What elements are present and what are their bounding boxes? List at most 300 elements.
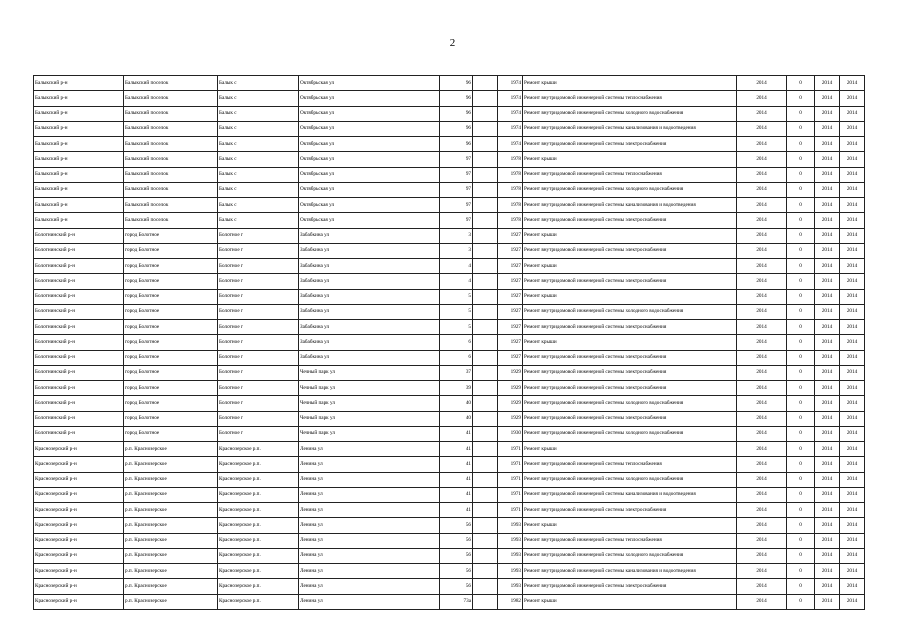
- amount-cell: 0: [787, 350, 815, 365]
- work-type-cell: Ремонт крыши: [523, 594, 737, 609]
- table-row: [34, 594, 865, 609]
- amount-cell: 0: [787, 335, 815, 350]
- district-cell: Балыкский р-н: [34, 213, 124, 228]
- year-built-cell: 1929: [498, 411, 523, 426]
- district-cell: Балыкский р-н: [34, 182, 124, 197]
- building-cell: [473, 381, 498, 396]
- house-number-cell: 96: [440, 137, 473, 152]
- work-type-cell: Ремонт внутридомовой инженерной системы теплоснабжения: [523, 167, 737, 182]
- building-cell: [473, 411, 498, 426]
- year-built-cell: 1993: [498, 579, 523, 594]
- municipality-cell: Балыкский поселок: [124, 182, 218, 197]
- house-number-cell: 96: [440, 121, 473, 136]
- house-number-cell: 56: [440, 579, 473, 594]
- locality-cell: Краснозерское р.п.: [218, 472, 299, 487]
- start-year-cell: 2014: [815, 106, 840, 121]
- table-row: [34, 396, 865, 411]
- table-row: [34, 228, 865, 243]
- year-built-cell: 1993: [498, 518, 523, 533]
- municipality-cell: город Болотное: [124, 396, 218, 411]
- end-year-cell: 2014: [840, 457, 865, 472]
- end-year-cell: 2014: [840, 350, 865, 365]
- start-year-cell: 2014: [815, 442, 840, 457]
- locality-cell: Болотное г: [218, 274, 299, 289]
- district-cell: Болотнинский р-н: [34, 365, 124, 380]
- amount-cell: 0: [787, 137, 815, 152]
- house-number-cell: 41: [440, 503, 473, 518]
- table-row: [34, 487, 865, 502]
- municipality-cell: Балыкский поселок: [124, 213, 218, 228]
- municipality-cell: Балыкский поселок: [124, 121, 218, 136]
- district-cell: Балыкский р-н: [34, 76, 124, 91]
- house-number-cell: 56: [440, 548, 473, 563]
- year-built-cell: 1927: [498, 289, 523, 304]
- street-cell: Забабкина ул: [299, 243, 440, 258]
- start-year-cell: 2014: [815, 548, 840, 563]
- district-cell: Краснозерский р-н: [34, 472, 124, 487]
- locality-cell: Болотное г: [218, 243, 299, 258]
- year-built-cell: 1927: [498, 304, 523, 319]
- table-row: [34, 289, 865, 304]
- building-cell: [473, 426, 498, 441]
- locality-cell: Балык с: [218, 182, 299, 197]
- building-cell: [473, 198, 498, 213]
- plan-year-cell: 2014: [737, 487, 787, 502]
- start-year-cell: 2014: [815, 152, 840, 167]
- building-cell: [473, 243, 498, 258]
- start-year-cell: 2014: [815, 228, 840, 243]
- plan-year-cell: 2014: [737, 198, 787, 213]
- building-cell: [473, 564, 498, 579]
- table-row: [34, 335, 865, 350]
- work-type-cell: Ремонт внутридомовой инженерной системы электроснабжения: [523, 320, 737, 335]
- end-year-cell: 2014: [840, 320, 865, 335]
- plan-year-cell: 2014: [737, 243, 787, 258]
- municipality-cell: р.п. Краснозерское: [124, 564, 218, 579]
- municipality-cell: город Болотное: [124, 426, 218, 441]
- locality-cell: Краснозерское р.п.: [218, 579, 299, 594]
- start-year-cell: 2014: [815, 91, 840, 106]
- locality-cell: Балык с: [218, 106, 299, 121]
- district-cell: Балыкский р-н: [34, 198, 124, 213]
- house-number-cell: 4: [440, 259, 473, 274]
- district-cell: Краснозерский р-н: [34, 503, 124, 518]
- table-row: [34, 213, 865, 228]
- work-type-cell: Ремонт внутридомовой инженерной системы холодного водоснабжения: [523, 304, 737, 319]
- amount-cell: 0: [787, 579, 815, 594]
- municipality-cell: город Болотное: [124, 259, 218, 274]
- building-cell: [473, 533, 498, 548]
- year-built-cell: 1930: [498, 426, 523, 441]
- amount-cell: 0: [787, 396, 815, 411]
- start-year-cell: 2014: [815, 350, 840, 365]
- plan-year-cell: 2014: [737, 167, 787, 182]
- locality-cell: Краснозерское р.п.: [218, 503, 299, 518]
- year-built-cell: 1978: [498, 198, 523, 213]
- amount-cell: 0: [787, 228, 815, 243]
- end-year-cell: 2014: [840, 228, 865, 243]
- plan-year-cell: 2014: [737, 564, 787, 579]
- amount-cell: 0: [787, 274, 815, 289]
- plan-year-cell: 2014: [737, 518, 787, 533]
- district-cell: Балыкский р-н: [34, 106, 124, 121]
- end-year-cell: 2014: [840, 76, 865, 91]
- street-cell: Ленина ул: [299, 472, 440, 487]
- building-cell: [473, 304, 498, 319]
- plan-year-cell: 2014: [737, 594, 787, 609]
- amount-cell: 0: [787, 198, 815, 213]
- year-built-cell: 1929: [498, 365, 523, 380]
- plan-year-cell: 2014: [737, 426, 787, 441]
- start-year-cell: 2014: [815, 320, 840, 335]
- municipality-cell: р.п. Краснозерское: [124, 579, 218, 594]
- end-year-cell: 2014: [840, 533, 865, 548]
- locality-cell: Болотное г: [218, 396, 299, 411]
- start-year-cell: 2014: [815, 213, 840, 228]
- house-number-cell: 56: [440, 518, 473, 533]
- year-built-cell: 1971: [498, 503, 523, 518]
- start-year-cell: 2014: [815, 381, 840, 396]
- municipality-cell: город Болотное: [124, 350, 218, 365]
- locality-cell: Балык с: [218, 167, 299, 182]
- house-number-cell: 97: [440, 182, 473, 197]
- municipality-cell: город Болотное: [124, 365, 218, 380]
- plan-year-cell: 2014: [737, 121, 787, 136]
- building-cell: [473, 76, 498, 91]
- year-built-cell: 1929: [498, 396, 523, 411]
- year-built-cell: 1993: [498, 533, 523, 548]
- municipality-cell: р.п. Краснозерское: [124, 594, 218, 609]
- municipality-cell: Балыкский поселок: [124, 198, 218, 213]
- start-year-cell: 2014: [815, 579, 840, 594]
- year-built-cell: 1927: [498, 320, 523, 335]
- table-row: [34, 426, 865, 441]
- amount-cell: 0: [787, 76, 815, 91]
- work-type-cell: Ремонт крыши: [523, 152, 737, 167]
- locality-cell: Краснозерское р.п.: [218, 442, 299, 457]
- plan-year-cell: 2014: [737, 152, 787, 167]
- building-cell: [473, 594, 498, 609]
- municipality-cell: р.п. Краснозерское: [124, 472, 218, 487]
- amount-cell: 0: [787, 182, 815, 197]
- start-year-cell: 2014: [815, 198, 840, 213]
- building-cell: [473, 457, 498, 472]
- table-row: [34, 472, 865, 487]
- locality-cell: Болотное г: [218, 289, 299, 304]
- locality-cell: Краснозерское р.п.: [218, 518, 299, 533]
- start-year-cell: 2014: [815, 137, 840, 152]
- building-cell: [473, 350, 498, 365]
- repair-schedule-table: [33, 75, 865, 610]
- table-row: [34, 106, 865, 121]
- end-year-cell: 2014: [840, 274, 865, 289]
- end-year-cell: 2014: [840, 182, 865, 197]
- street-cell: Чечный парк ул: [299, 411, 440, 426]
- municipality-cell: город Болотное: [124, 411, 218, 426]
- house-number-cell: 73а: [440, 594, 473, 609]
- year-built-cell: 1974: [498, 137, 523, 152]
- end-year-cell: 2014: [840, 259, 865, 274]
- plan-year-cell: 2014: [737, 274, 787, 289]
- district-cell: Болотнинский р-н: [34, 335, 124, 350]
- end-year-cell: 2014: [840, 411, 865, 426]
- work-type-cell: Ремонт внутридомовой инженерной системы теплоснабжения: [523, 91, 737, 106]
- municipality-cell: Балыкский поселок: [124, 91, 218, 106]
- end-year-cell: 2014: [840, 289, 865, 304]
- district-cell: Болотнинский р-н: [34, 274, 124, 289]
- amount-cell: 0: [787, 91, 815, 106]
- start-year-cell: 2014: [815, 335, 840, 350]
- building-cell: [473, 106, 498, 121]
- end-year-cell: 2014: [840, 304, 865, 319]
- end-year-cell: 2014: [840, 548, 865, 563]
- work-type-cell: Ремонт внутридомовой инженерной системы электроснабжения: [523, 213, 737, 228]
- end-year-cell: 2014: [840, 426, 865, 441]
- table-row: [34, 274, 865, 289]
- building-cell: [473, 274, 498, 289]
- work-type-cell: Ремонт крыши: [523, 228, 737, 243]
- start-year-cell: 2014: [815, 365, 840, 380]
- district-cell: Краснозерский р-н: [34, 442, 124, 457]
- start-year-cell: 2014: [815, 487, 840, 502]
- district-cell: Болотнинский р-н: [34, 381, 124, 396]
- district-cell: Болотнинский р-н: [34, 243, 124, 258]
- district-cell: Болотнинский р-н: [34, 304, 124, 319]
- house-number-cell: 96: [440, 91, 473, 106]
- end-year-cell: 2014: [840, 167, 865, 182]
- table-row: [34, 91, 865, 106]
- building-cell: [473, 91, 498, 106]
- district-cell: Болотнинский р-н: [34, 411, 124, 426]
- locality-cell: Балык с: [218, 121, 299, 136]
- street-cell: Забабкина ул: [299, 304, 440, 319]
- house-number-cell: 6: [440, 335, 473, 350]
- street-cell: Ленина ул: [299, 487, 440, 502]
- start-year-cell: 2014: [815, 564, 840, 579]
- table-row: [34, 411, 865, 426]
- building-cell: [473, 548, 498, 563]
- table-row: [34, 564, 865, 579]
- street-cell: Ленина ул: [299, 594, 440, 609]
- street-cell: Забабкина ул: [299, 350, 440, 365]
- building-cell: [473, 472, 498, 487]
- building-cell: [473, 182, 498, 197]
- table-row: [34, 198, 865, 213]
- end-year-cell: 2014: [840, 152, 865, 167]
- start-year-cell: 2014: [815, 457, 840, 472]
- end-year-cell: 2014: [840, 213, 865, 228]
- amount-cell: 0: [787, 259, 815, 274]
- street-cell: Забабкина ул: [299, 274, 440, 289]
- street-cell: Ленина ул: [299, 442, 440, 457]
- year-built-cell: 1927: [498, 228, 523, 243]
- district-cell: Болотнинский р-н: [34, 350, 124, 365]
- plan-year-cell: 2014: [737, 304, 787, 319]
- building-cell: [473, 320, 498, 335]
- work-type-cell: Ремонт внутридомовой инженерной системы электроснабжения: [523, 381, 737, 396]
- municipality-cell: город Болотное: [124, 335, 218, 350]
- district-cell: Балыкский р-н: [34, 152, 124, 167]
- plan-year-cell: 2014: [737, 503, 787, 518]
- work-type-cell: Ремонт крыши: [523, 442, 737, 457]
- start-year-cell: 2014: [815, 533, 840, 548]
- locality-cell: Балык с: [218, 137, 299, 152]
- end-year-cell: 2014: [840, 121, 865, 136]
- district-cell: Краснозерский р-н: [34, 533, 124, 548]
- end-year-cell: 2014: [840, 335, 865, 350]
- work-type-cell: Ремонт крыши: [523, 289, 737, 304]
- plan-year-cell: 2014: [737, 106, 787, 121]
- work-type-cell: Ремонт внутридомовой инженерной системы теплоснабжения: [523, 457, 737, 472]
- work-type-cell: Ремонт внутридомовой инженерной системы электроснабжения: [523, 350, 737, 365]
- amount-cell: 0: [787, 518, 815, 533]
- plan-year-cell: 2014: [737, 579, 787, 594]
- table-row: [34, 442, 865, 457]
- house-number-cell: 97: [440, 198, 473, 213]
- amount-cell: 0: [787, 381, 815, 396]
- locality-cell: Болотное г: [218, 335, 299, 350]
- start-year-cell: 2014: [815, 289, 840, 304]
- start-year-cell: 2014: [815, 518, 840, 533]
- locality-cell: Краснозерское р.п.: [218, 594, 299, 609]
- house-number-cell: 41: [440, 487, 473, 502]
- street-cell: Октябрьская ул: [299, 182, 440, 197]
- work-type-cell: Ремонт крыши: [523, 76, 737, 91]
- district-cell: Болотнинский р-н: [34, 320, 124, 335]
- building-cell: [473, 167, 498, 182]
- locality-cell: Краснозерское р.п.: [218, 487, 299, 502]
- amount-cell: 0: [787, 548, 815, 563]
- plan-year-cell: 2014: [737, 335, 787, 350]
- amount-cell: 0: [787, 289, 815, 304]
- district-cell: Краснозерский р-н: [34, 564, 124, 579]
- start-year-cell: 2014: [815, 76, 840, 91]
- house-number-cell: 3: [440, 228, 473, 243]
- work-type-cell: Ремонт внутридомовой инженерной системы холодного водоснабжения: [523, 548, 737, 563]
- plan-year-cell: 2014: [737, 411, 787, 426]
- amount-cell: 0: [787, 106, 815, 121]
- end-year-cell: 2014: [840, 365, 865, 380]
- street-cell: Ленина ул: [299, 533, 440, 548]
- municipality-cell: город Болотное: [124, 228, 218, 243]
- house-number-cell: 96: [440, 76, 473, 91]
- plan-year-cell: 2014: [737, 91, 787, 106]
- end-year-cell: 2014: [840, 106, 865, 121]
- year-built-cell: 1927: [498, 274, 523, 289]
- building-cell: [473, 518, 498, 533]
- table-row: [34, 503, 865, 518]
- end-year-cell: 2014: [840, 381, 865, 396]
- amount-cell: 0: [787, 503, 815, 518]
- table-row: [34, 533, 865, 548]
- municipality-cell: Балыкский поселок: [124, 167, 218, 182]
- house-number-cell: 6: [440, 350, 473, 365]
- building-cell: [473, 335, 498, 350]
- street-cell: Ленина ул: [299, 579, 440, 594]
- work-type-cell: Ремонт внутридомовой инженерной системы канализования и водоотведения: [523, 564, 737, 579]
- locality-cell: Болотное г: [218, 304, 299, 319]
- table-row: [34, 152, 865, 167]
- end-year-cell: 2014: [840, 594, 865, 609]
- work-type-cell: Ремонт внутридомовой инженерной системы холодного водоснабжения: [523, 426, 737, 441]
- street-cell: Чечный парк ул: [299, 381, 440, 396]
- locality-cell: Болотное г: [218, 320, 299, 335]
- street-cell: Октябрьская ул: [299, 213, 440, 228]
- amount-cell: 0: [787, 426, 815, 441]
- plan-year-cell: 2014: [737, 472, 787, 487]
- district-cell: Болотнинский р-н: [34, 289, 124, 304]
- locality-cell: Болотное г: [218, 350, 299, 365]
- plan-year-cell: 2014: [737, 365, 787, 380]
- plan-year-cell: 2014: [737, 548, 787, 563]
- table-row: [34, 137, 865, 152]
- end-year-cell: 2014: [840, 472, 865, 487]
- work-type-cell: Ремонт внутридомовой инженерной системы электроснабжения: [523, 411, 737, 426]
- building-cell: [473, 396, 498, 411]
- table-row: [34, 167, 865, 182]
- building-cell: [473, 137, 498, 152]
- district-cell: Балыкский р-н: [34, 137, 124, 152]
- municipality-cell: р.п. Краснозерское: [124, 533, 218, 548]
- street-cell: Забабкина ул: [299, 228, 440, 243]
- district-cell: Болотнинский р-н: [34, 396, 124, 411]
- house-number-cell: 41: [440, 457, 473, 472]
- table-row: [34, 457, 865, 472]
- work-type-cell: Ремонт внутридомовой инженерной системы электроснабжения: [523, 503, 737, 518]
- start-year-cell: 2014: [815, 259, 840, 274]
- year-built-cell: 1929: [498, 381, 523, 396]
- amount-cell: 0: [787, 564, 815, 579]
- municipality-cell: город Болотное: [124, 243, 218, 258]
- amount-cell: 0: [787, 457, 815, 472]
- start-year-cell: 2014: [815, 426, 840, 441]
- street-cell: Октябрьская ул: [299, 76, 440, 91]
- locality-cell: Болотное г: [218, 426, 299, 441]
- year-built-cell: 1927: [498, 243, 523, 258]
- end-year-cell: 2014: [840, 518, 865, 533]
- work-type-cell: Ремонт крыши: [523, 259, 737, 274]
- amount-cell: 0: [787, 533, 815, 548]
- locality-cell: Болотное г: [218, 259, 299, 274]
- street-cell: Ленина ул: [299, 548, 440, 563]
- table-row: [34, 365, 865, 380]
- building-cell: [473, 365, 498, 380]
- year-built-cell: 1971: [498, 442, 523, 457]
- work-type-cell: Ремонт внутридомовой инженерной системы теплоснабжения: [523, 533, 737, 548]
- year-built-cell: 1978: [498, 213, 523, 228]
- plan-year-cell: 2014: [737, 381, 787, 396]
- end-year-cell: 2014: [840, 396, 865, 411]
- street-cell: Октябрьская ул: [299, 121, 440, 136]
- year-built-cell: 1971: [498, 487, 523, 502]
- house-number-cell: 97: [440, 152, 473, 167]
- district-cell: Болотнинский р-н: [34, 426, 124, 441]
- start-year-cell: 2014: [815, 594, 840, 609]
- table-row: [34, 579, 865, 594]
- building-cell: [473, 228, 498, 243]
- work-type-cell: Ремонт внутридомовой инженерной системы электроснабжения: [523, 137, 737, 152]
- district-cell: Краснозерский р-н: [34, 594, 124, 609]
- table-row: [34, 320, 865, 335]
- municipality-cell: р.п. Краснозерское: [124, 548, 218, 563]
- year-built-cell: 1982: [498, 594, 523, 609]
- work-type-cell: Ремонт внутридомовой инженерной системы электроснабжения: [523, 579, 737, 594]
- street-cell: Ленина ул: [299, 518, 440, 533]
- plan-year-cell: 2014: [737, 396, 787, 411]
- year-built-cell: 1978: [498, 167, 523, 182]
- table-row: [34, 243, 865, 258]
- year-built-cell: 1927: [498, 335, 523, 350]
